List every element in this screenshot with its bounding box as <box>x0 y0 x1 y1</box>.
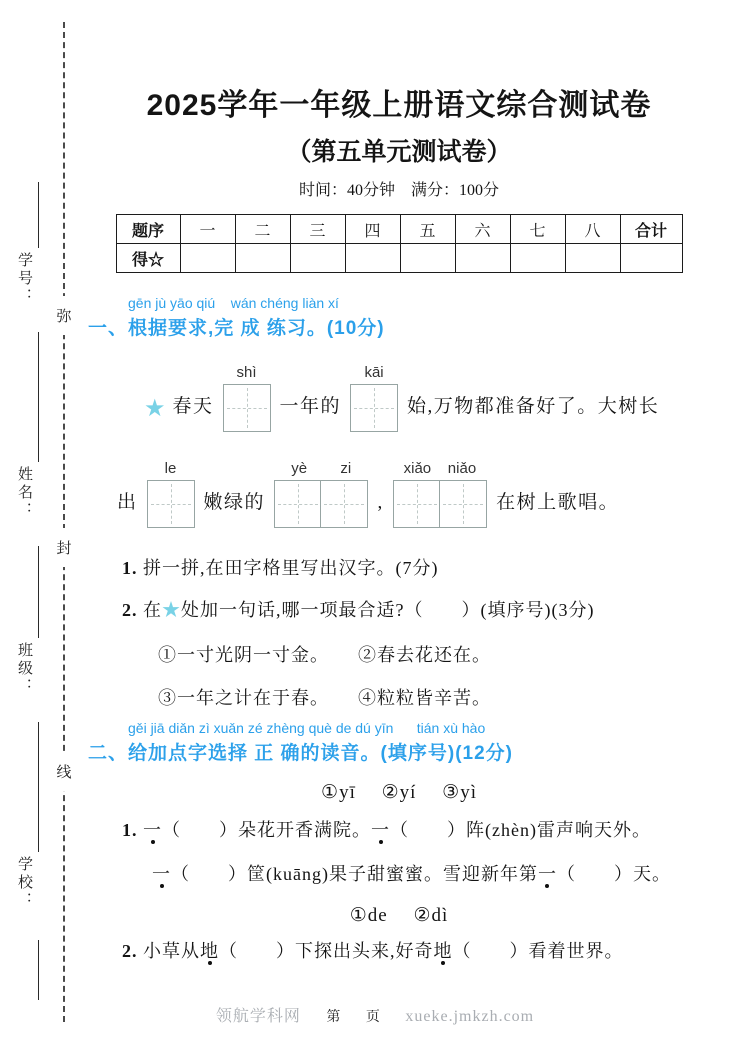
score-table-corner: 题序 <box>116 215 180 244</box>
writing-grid-kai <box>350 364 398 432</box>
option-row-1: ①一寸光阴一寸金。 ②春去花还在。 <box>158 645 491 665</box>
seal-dashed-line <box>63 22 65 1022</box>
field-label-student-id: 学号： <box>16 252 32 306</box>
score-col-header: 二 <box>235 215 290 244</box>
text-segment: 处加一句话,哪一项最合适?（ ）(填序号)(3分) <box>181 600 595 620</box>
inline-star-icon: ★ <box>162 600 181 620</box>
section2-question-2 <box>122 937 710 965</box>
field-blank-line <box>38 940 39 1000</box>
section1-title: 一、根据要求,完 成 练习。(10分) <box>88 318 385 339</box>
score-col-header: 五 <box>400 215 455 244</box>
writing-grid-le <box>147 460 195 528</box>
text-segment: 2. <box>122 941 143 961</box>
text-segment: （ ）看着世界。 <box>452 941 624 961</box>
watermark-right: xueke.jmkzh.com <box>405 1008 535 1025</box>
field-label-class: 班级： <box>16 642 32 696</box>
dotted-character: 一 <box>371 820 390 840</box>
passage-text: 在树上歌唱。 <box>496 492 620 513</box>
score-col-header: 一 <box>180 215 235 244</box>
dotted-character: 一 <box>537 864 557 884</box>
star-icon: ★ <box>144 396 166 422</box>
score-col-header: 四 <box>345 215 400 244</box>
score-cell <box>180 244 235 273</box>
watermark-left: 领航学科网 <box>215 1008 301 1025</box>
page-title: 2025学年一年级上册语文综合测试卷 <box>146 89 652 122</box>
text-segment: 1. <box>122 558 143 578</box>
pronunciation-choices-yi: ①yī ②yí ③yì <box>321 782 477 803</box>
page-number-suffix: 页 <box>365 1010 380 1025</box>
section2-pinyin: gěi jiā diǎn zì xuǎn zé zhèng què de dú yīn tián xù hào <box>128 720 486 736</box>
tian-grid-box <box>274 480 322 528</box>
field-blank-line <box>38 182 39 248</box>
text-segment: 小草从 <box>143 941 200 961</box>
tian-grid-box <box>320 480 368 528</box>
score-cell <box>290 244 345 273</box>
passage-text: 春天 <box>172 396 214 417</box>
score-col-header: 三 <box>290 215 345 244</box>
exam-content <box>88 0 710 965</box>
section2-title: 二、给加点字选择 正 确的读音。(填序号)(12分) <box>88 743 514 764</box>
passage-line-1 <box>144 364 710 432</box>
seal-char-mi: 弥 <box>54 296 74 335</box>
pinyin-label: kāi <box>364 364 384 381</box>
section2-question-1-line-2 <box>152 860 710 888</box>
score-cell <box>565 244 620 273</box>
page-footer <box>0 1003 750 1026</box>
writing-grid-xiaoniao <box>393 460 487 528</box>
text-segment: （ ）朵花开香满院。 <box>162 820 371 840</box>
text-segment: （ ）天。 <box>556 864 671 884</box>
seal-char-feng: 封 <box>54 528 74 567</box>
dotted-character: 一 <box>143 820 162 840</box>
passage-line-2 <box>112 460 710 528</box>
score-col-header: 八 <box>565 215 620 244</box>
dotted-character: 一 <box>152 864 171 884</box>
score-cell <box>455 244 510 273</box>
page-number-prefix: 第 <box>326 1010 341 1025</box>
text-segment: （ ）筐(kuāng)果子甜蜜蜜。雪迎新年第 <box>171 864 538 884</box>
pinyin-label: yè zi <box>291 460 352 477</box>
tian-grid-box <box>350 384 398 432</box>
field-label-name: 姓名： <box>16 466 32 520</box>
score-cell <box>400 244 455 273</box>
tian-grid-box <box>147 480 195 528</box>
passage-text: 一年的 <box>279 396 342 417</box>
option-row-2: ③一年之计在于春。 ④粒粒皆辛苦。 <box>158 688 491 708</box>
passage-text: 出 <box>117 492 138 513</box>
score-table <box>116 214 683 273</box>
tian-grid-box <box>223 384 271 432</box>
seal-char-xian: 线 <box>54 752 74 791</box>
dotted-character: 地 <box>433 941 453 961</box>
tian-grid-box <box>439 480 487 528</box>
text-segment: 2. <box>122 600 143 620</box>
field-label-school: 学校： <box>16 856 32 910</box>
score-col-header-total: 合计 <box>620 215 682 244</box>
text-segment: 拼一拼,在田字格里写出汉字。(7分) <box>143 558 439 578</box>
dotted-character: 地 <box>200 941 219 961</box>
text-segment: 在 <box>143 600 162 620</box>
pinyin-label: le <box>164 460 177 477</box>
score-col-header: 七 <box>510 215 565 244</box>
score-cell <box>345 244 400 273</box>
text-segment: （ ）阵(zhèn)雷声响天外。 <box>390 820 651 840</box>
passage-text: , <box>377 492 384 513</box>
pinyin-label: shì <box>236 364 257 381</box>
score-row-label: 得☆ <box>116 244 180 273</box>
field-blank-line <box>38 546 39 638</box>
score-col-header: 六 <box>455 215 510 244</box>
pronunciation-choices-de: ①de ②dì <box>349 905 449 926</box>
field-blank-line <box>38 332 39 462</box>
section1-question-2 <box>122 596 710 624</box>
page-subtitle: （第五单元测试卷） <box>286 138 512 166</box>
score-cell <box>620 244 682 273</box>
score-table-score-row <box>116 244 682 273</box>
score-cell <box>235 244 290 273</box>
section2-question-1-line-1 <box>122 816 710 844</box>
exam-meta: 时间：40分钟 满分：100分 <box>298 182 499 199</box>
field-blank-line <box>38 722 39 852</box>
text-segment: 1. <box>122 820 143 840</box>
writing-grid-yezi <box>274 460 368 528</box>
score-table-header-row <box>116 215 682 244</box>
text-segment: （ ）下探出头来,好奇 <box>219 941 434 961</box>
tian-grid-box <box>393 480 441 528</box>
pinyin-label: xiǎo niǎo <box>403 460 477 477</box>
section1-pinyin: gēn jù yāo qiú wán chéng liàn xí <box>128 295 339 311</box>
passage-text: 始,万物都准备好了。大树长 <box>407 396 660 417</box>
section1-question-1 <box>122 554 710 582</box>
passage-text: 嫩绿的 <box>203 492 266 513</box>
score-cell <box>510 244 565 273</box>
writing-grid-shi <box>223 364 271 432</box>
